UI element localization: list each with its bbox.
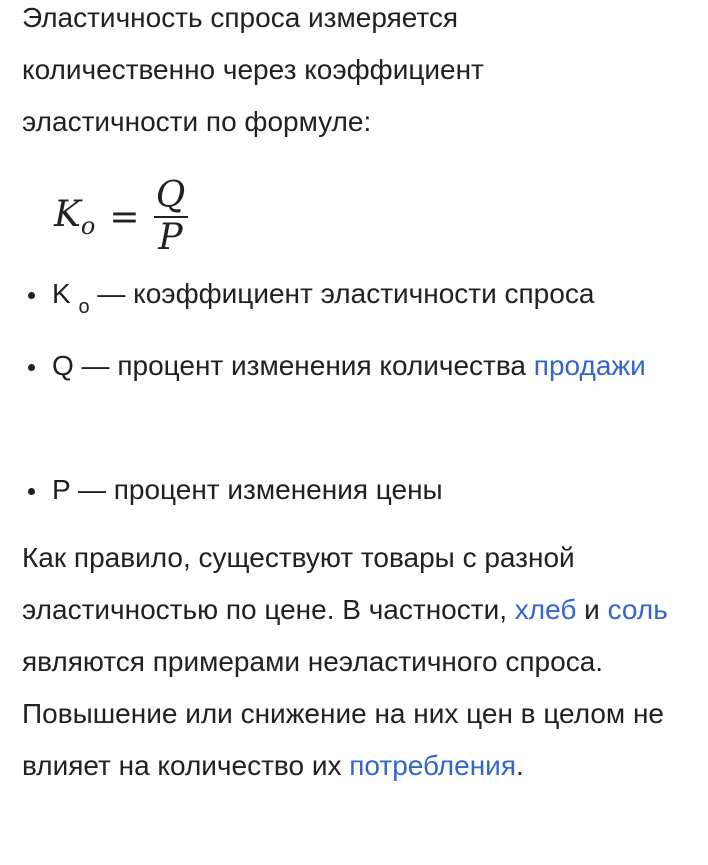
intro-line: количественно через коэффициент (22, 54, 484, 85)
link-sol[interactable]: соль (607, 594, 668, 625)
closing-text: . (515, 750, 524, 781)
legend-subscript: o (78, 296, 90, 318)
bullet-icon (28, 364, 35, 371)
formula-equals: = (109, 196, 140, 238)
list-item-text: P — процент изменения цены (52, 474, 443, 505)
elasticity-formula (54, 176, 188, 258)
formula-fraction (154, 176, 188, 258)
formula-subscript: o (80, 212, 96, 240)
formula-symbol-k: K (54, 194, 81, 235)
closing-text: являются примерами неэластичного спроса. Повышение или снижение на них цен в целом не влияет на количество их (22, 646, 664, 781)
legend-symbol: K (52, 278, 79, 309)
intro-line: эластичности по формуле: (22, 106, 372, 137)
closing-paragraph (22, 532, 698, 792)
legend-description: — коэффициент эластичности спроса (89, 278, 595, 309)
bullet-icon (28, 292, 35, 299)
closing-text: Как правило, существуют товары с разной эластичностью по цене. В частности, (22, 542, 575, 625)
bullet-icon (28, 488, 35, 495)
closing-text: и (576, 594, 608, 625)
list-item-text (52, 268, 692, 333)
formula-denominator: P (158, 217, 183, 258)
formula-numerator: Q (155, 175, 186, 216)
link-potrebleniya[interactable]: потребления (349, 750, 516, 781)
intro-paragraph (22, 0, 484, 148)
formula-lhs (54, 194, 95, 240)
intro-line: Эластичность спроса измеряется (22, 2, 459, 33)
list-item-text (52, 340, 692, 392)
link-khleb[interactable]: хлеб (514, 594, 577, 625)
legend-description: Q — процент изменения количества (52, 350, 534, 381)
link-prodazhi[interactable]: продажи (533, 350, 646, 381)
